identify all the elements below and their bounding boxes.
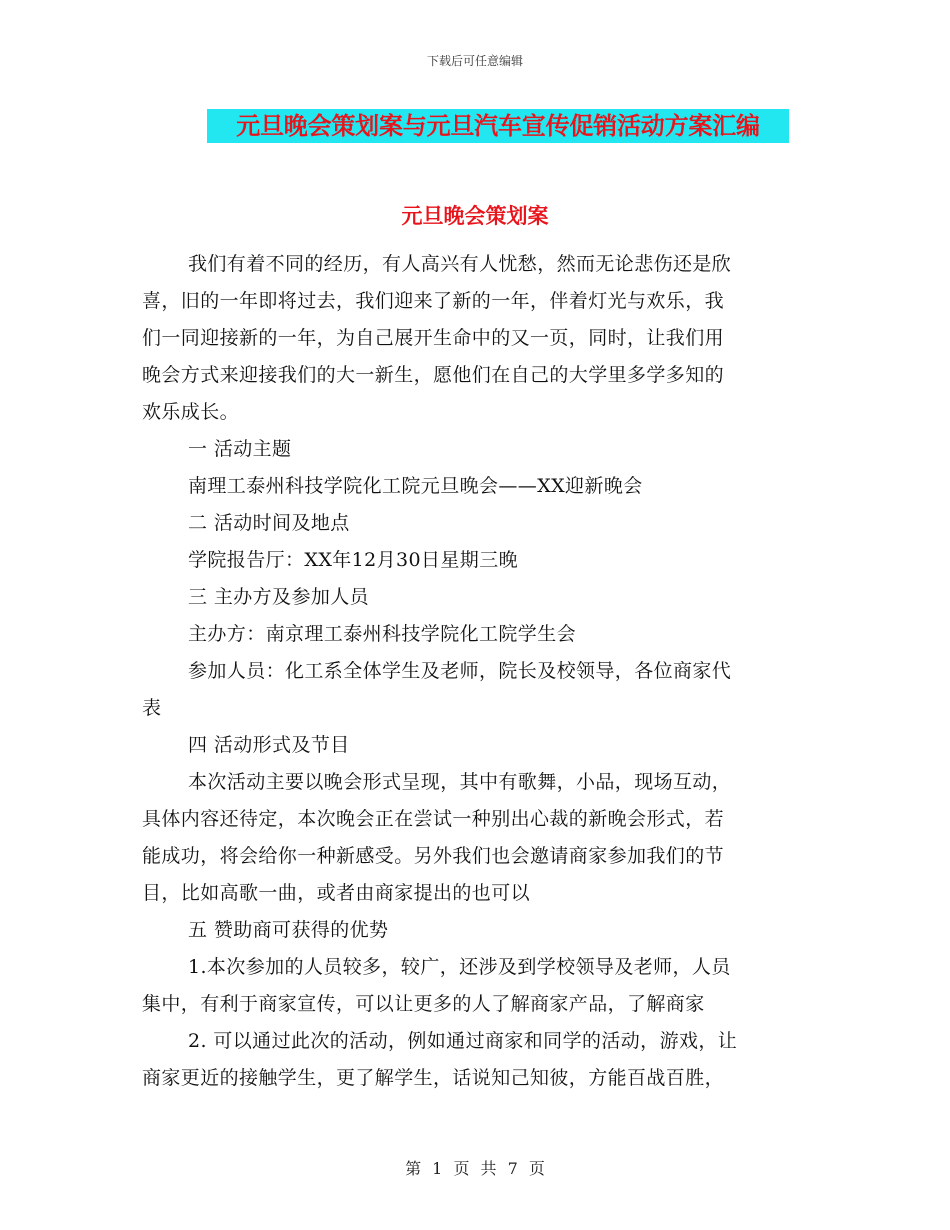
paragraph-line: 具体内容还待定，本次晚会正在尝试一种别出心裁的新晚会形式，若 — [142, 808, 725, 830]
paragraph-line: 本次活动主要以晚会形式呈现，其中有歌舞，小品，现场互动， — [188, 771, 732, 793]
paragraph-line: 们一同迎接新的一年，为自己展开生命中的又一页，同时，让我们用 — [142, 327, 725, 349]
paragraph-line: 参加人员：化工系全体学生及老师，院长及校领导，各位商家代 — [188, 660, 732, 682]
paragraph-line: 主办方：南京理工泰州科技学院化工院学生会 — [188, 623, 577, 645]
paragraph-line: 喜，旧的一年即将过去，我们迎来了新的一年，伴着灯光与欢乐，我 — [142, 290, 725, 312]
paragraph-line: 表 — [142, 697, 162, 719]
document-title-highlight — [207, 109, 789, 143]
header-note: 下载后可任意编辑 — [426, 54, 523, 68]
paragraph-line: 学院报告厅：XX年12月30日星期三晚 — [188, 549, 519, 571]
document-body — [142, 246, 804, 1097]
section-heading: 四 活动形式及节目 — [188, 734, 350, 756]
paragraph-line: 我们有着不同的经历，有人高兴有人忧愁，然而无论悲伤还是欣 — [188, 253, 732, 275]
paragraph-line: 集中，有利于商家宣传，可以让更多的人了解商家产品，了解商家 — [142, 993, 705, 1015]
section-heading: 五 赞助商可获得的优势 — [188, 919, 389, 941]
page-number: 第 1 页 共 7 页 — [405, 1159, 545, 1178]
section-heading: 二 活动时间及地点 — [188, 512, 350, 534]
section-title: 元旦晚会策划案 — [401, 204, 549, 228]
paragraph-line: 能成功，将会给你一种新感受。另外我们也会邀请商家参加我们的节 — [142, 845, 725, 867]
section-heading: 三 主办方及参加人员 — [188, 586, 370, 608]
paragraph-line: 南理工泰州科技学院化工院元旦晚会——XX迎新晚会 — [188, 475, 643, 497]
paragraph-line: 1.本次参加的人员较多，较广，还涉及到学校领导及老师，人员 — [188, 956, 731, 978]
paragraph-line: 商家更近的接触学生，更了解学生，话说知己知彼，方能百战百胜， — [142, 1067, 725, 1089]
section-heading: 一 活动主题 — [188, 438, 292, 460]
paragraph-line: 晚会方式来迎接我们的大一新生，愿他们在自己的大学里多学多知的 — [142, 364, 725, 386]
paragraph-line: 欢乐成长。 — [142, 401, 240, 423]
paragraph-line: 目，比如高歌一曲，或者由商家提出的也可以 — [142, 882, 531, 904]
paragraph-line: 2. 可以通过此次的活动，例如通过商家和同学的活动，游戏，让 — [188, 1030, 738, 1052]
document-title: 元旦晚会策划案与元旦汽车宣传促销活动方案汇编 — [236, 112, 760, 140]
